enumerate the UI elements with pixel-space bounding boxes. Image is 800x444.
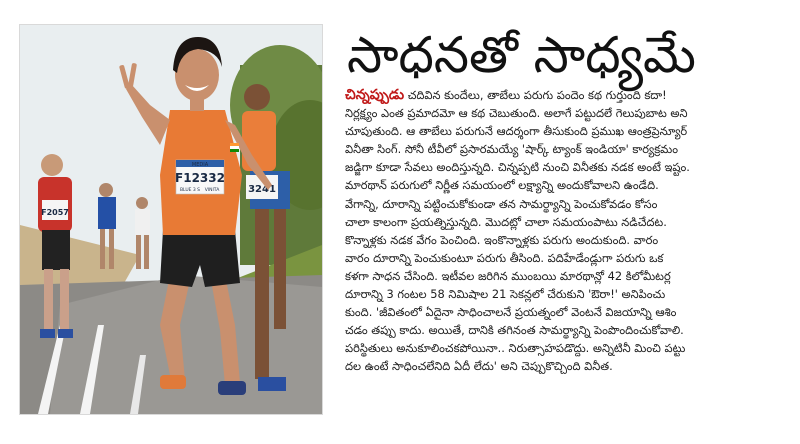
article-line-rest: చదివిన కుందేలు, తాబేలు పరుగు పందెం కథ గుర్తుంది కదా! — [404, 88, 667, 102]
svg-text:3241: 3241 — [248, 184, 276, 195]
article-line: నిర్లక్ష్యం ఎంత ప్రమాదమో ఆ కథ చెబుతుంది. అలాగే పట్టుదలే గెలుపుబాట అని — [345, 106, 688, 121]
article-line: వారం దూరాన్ని పెంచుకుంటూ పరుగు తీసింది. పదిహేడేండ్లుగా పరుగు ఒక — [345, 250, 664, 265]
lead-word: చిన్నప్పుడు — [345, 87, 405, 103]
article-line: దల ఉంటే సాధించలేనిది ఏదీ లేదు' అని చెప్పుకొచ్చింది వినీత. — [345, 359, 613, 374]
runner-illustration — [20, 25, 322, 414]
article-line: జడ్జిగా కూడా సేవలు అందిస్తున్నది. చిన్నప్పటి నుంచి వినీతకు నడక అంటే ఇష్టం. — [345, 160, 690, 175]
svg-text:BLUE 3 S: BLUE 3 S — [179, 188, 201, 193]
article-line — [345, 86, 785, 104]
article-line: కుంది. 'జీవితంలో ఏదైనా సాధించాలనే ప్రయత్నంలో వెంటనే విజయాన్ని ఆశిం — [345, 305, 677, 320]
article-line: చాలా కాలంగా ప్రయత్నిస్తున్నది. మొదట్లో చాలా సమయంపాటు నడిచేదట. — [345, 214, 667, 229]
marathon-runner-photo — [19, 24, 323, 415]
article-headline: సాధనతో సాధ్యమే — [347, 26, 696, 84]
article-line: చూపుతుంది. ఆ తాబేలు పరుగునే ఆదర్శంగా తీసుకుంది ప్రముఖ ఆంత్రప్రెన్యూర్ — [345, 124, 688, 139]
article-line: కళగా సాధన చేసింది. ఇటీవల జరిగిన ముంబయి మారథాన్లో 42 కిలోమీటర్ల — [345, 268, 671, 283]
svg-text:F12332: F12332 — [175, 171, 225, 185]
article-line: చడం తప్పు కాదు. అయితే, దానికి తగినంత సామర్థ్యాన్ని పెంపొందించుకోవాలి. — [345, 323, 684, 338]
svg-text:MEDIA: MEDIA — [191, 162, 209, 168]
svg-text:VINITA: VINITA — [204, 188, 220, 193]
svg-text:F2057: F2057 — [41, 208, 69, 217]
article-line: మారథాన్ పరుగులో నిర్ణీత సమయంలో లక్ష్యాన్ని అందుకోవాలని ఉండేది. — [345, 178, 659, 193]
article-line: కొన్నాళ్లకు నడక వేగం పెంచింది. ఇంకొన్నాళ్లకు పరుగు అందుకుంది. వారం — [345, 232, 659, 247]
article-line: పరిస్థితులు అనుకూలించకపోయినా.. నిరుత్సాహపడొద్దు. అన్నిటినీ మించి పట్టు — [345, 341, 686, 356]
article-line: దూరాన్ని 3 గంటల 58 నిమిషాల 21 సెకన్లలో చేరుకుని 'ఔరా!' అనిపించు — [345, 287, 666, 302]
article-line: వేగాన్ని, దూరాన్ని పట్టించుకోకుండా తన సామర్థ్యాన్ని పెంచుకోవడం కోసం — [345, 196, 658, 211]
article-line: వినీతా సింగ్. సోనీ టీవీలో ప్రసారమయ్యే 'షార్క్ ట్యాంక్ ఇండియా' కార్యక్రమం — [345, 142, 679, 157]
article-body — [345, 86, 785, 420]
